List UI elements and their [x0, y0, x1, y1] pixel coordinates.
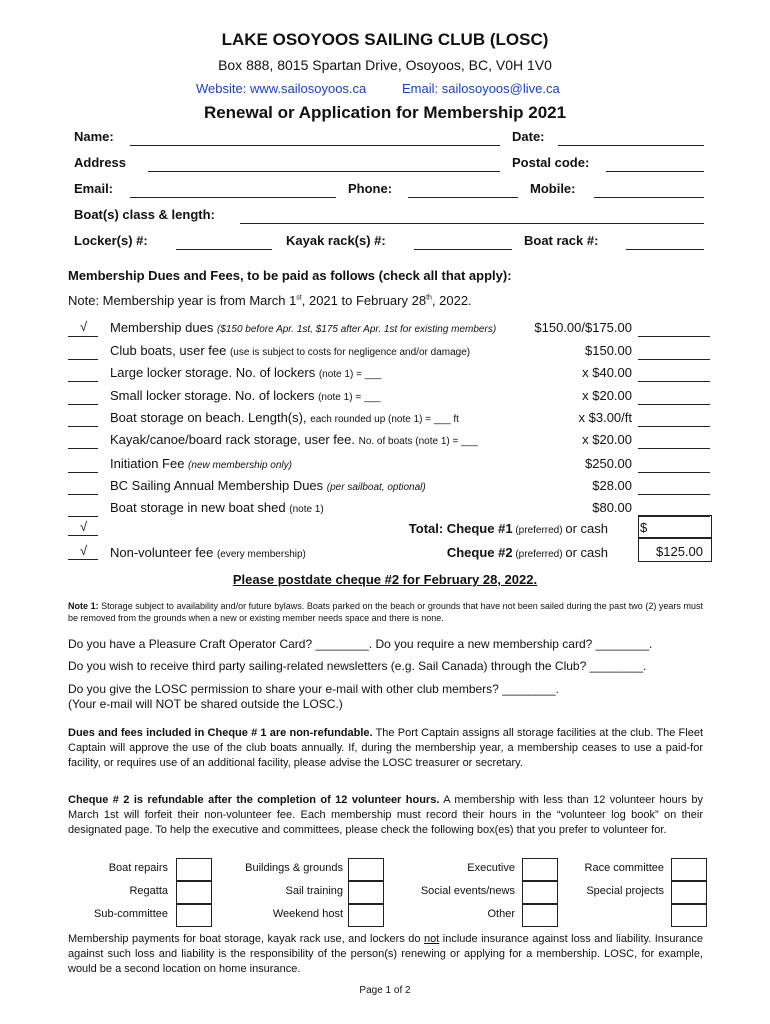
- club-title: LAKE OSOYOOS SAILING CLUB (LOSC): [221, 30, 549, 49]
- fee-row-label: Large locker storage. No. of lockers (note 1) = ___: [110, 365, 382, 380]
- club-address: Box 888, 8015 Spartan Drive, Osoyoos, BC, V0H 1V0: [218, 57, 552, 73]
- fee-row-label: Small locker storage. No. of lockers (note 1) = ___: [110, 388, 381, 403]
- volunteer-label: Special projects: [586, 885, 664, 897]
- fee-row-fill-line[interactable]: [638, 494, 710, 495]
- insurance-paragraph: Membership payments for boat storage, kayak rack use, and lockers do not include insurance against loss and liability. Insurance against such loss and liability is the responsibility of the person(s) renewing or applying for a membership. LOSC, for example, would be a second location on home insurance.: [68, 933, 704, 975]
- note1: Note 1: Storage subject to availability and/or future bylaws. Boats parked on the beach or grounds that have not been sailed during the past two (2) years must be removed from the grounds when a new or existing member needs space and there is none.: [68, 601, 703, 623]
- fee-row-amount: $250.00: [585, 456, 632, 471]
- volunteer-checkbox[interactable]: [522, 858, 558, 881]
- locker-field[interactable]: [176, 249, 272, 250]
- volunteer-label: Sub-committee: [94, 908, 168, 920]
- volunteer-checkbox[interactable]: [522, 904, 558, 927]
- fee-row-check-blank[interactable]: [68, 472, 98, 473]
- fee-row-amount: x $20.00: [582, 432, 632, 447]
- dues-paragraph: Dues and fees included in Cheque # 1 are non-refundable. The Port Captain assigns all storage facilities at the club. The Fleet Captain will approve the use of the club boats annually. If, during the membership year, a membership ceases to use a paid-for facility, or requires use of an additional facility, please advise the LOSC treasurer or secretary.: [68, 727, 703, 769]
- address-field[interactable]: [148, 171, 500, 172]
- total-cheque1-box[interactable]: $: [638, 515, 712, 538]
- dues-heading: Membership Dues and Fees, to be paid as follows (check all that apply):: [68, 268, 512, 283]
- fee-row-label: Boat storage on beach. Length(s), each rounded up (note 1) = ___ ft: [110, 410, 459, 425]
- nonvol-label: Non-volunteer fee (every membership): [110, 545, 306, 560]
- name-field[interactable]: [130, 145, 500, 146]
- fee-row-label: Boat storage in new boat shed (note 1): [110, 500, 324, 515]
- fee-row-amount: x $40.00: [582, 365, 632, 380]
- fee-row-amount: $80.00: [592, 500, 632, 515]
- question-share-email: Do you give the LOSC permission to share your e-mail with other club members? ________.: [68, 682, 559, 696]
- boat-class-field[interactable]: [240, 223, 704, 224]
- fee-row-check-mark: √: [80, 319, 88, 334]
- fee-row-label: Club boats, user fee (use is subject to costs for negligence and/or damage): [110, 343, 471, 358]
- volunteer-label: Regatta: [129, 885, 168, 897]
- boat-class-label: Boat(s) class & length:: [74, 207, 215, 222]
- kayak-field[interactable]: [414, 249, 512, 250]
- boat-rack-label: Boat rack #:: [524, 233, 599, 248]
- volunteer-checkbox[interactable]: [176, 904, 212, 927]
- volunteer-label: Boat repairs: [108, 862, 168, 874]
- cheque2-box[interactable]: $125.00: [638, 538, 712, 562]
- email-link[interactable]: Email: sailosoyoos@live.ca: [402, 81, 560, 96]
- email-privacy-note: (Your e-mail will NOT be shared outside the LOSC.): [68, 697, 343, 711]
- cheque2-label: Cheque #2 (preferred) or cash: [446, 545, 608, 560]
- fee-row-fill-line[interactable]: [638, 472, 710, 473]
- fee-row-check-blank[interactable]: [68, 336, 98, 337]
- question-pcoc: Do you have a Pleasure Craft Operator Card? ________. Do you require a new membership card? ________.: [68, 637, 653, 651]
- cheque2-paragraph: Cheque # 2 is refundable after the completion of 12 volunteer hours. A membership with less than 12 volunteer hours by March 1st will forfeit their non-volunteer fee. Each membership must record their hours in the “volunteer log book” on their designated page. To help the executive and committees, please check the following box(es) that you prefer to volunteer for.: [68, 794, 703, 836]
- date-label: Date:: [512, 129, 545, 144]
- total-cheque1: Total: Cheque #1 (preferred) or cash: [408, 521, 608, 536]
- volunteer-checkbox[interactable]: [176, 858, 212, 881]
- kayak-label: Kayak rack(s) #:: [286, 233, 386, 248]
- mobile-label: Mobile:: [530, 181, 576, 196]
- volunteer-label: Executive: [467, 862, 515, 874]
- postal-field[interactable]: [606, 171, 704, 172]
- total-check-blank[interactable]: [68, 535, 98, 536]
- fee-row-check-blank[interactable]: [68, 359, 98, 360]
- fee-row-label: Initiation Fee (new membership only): [110, 456, 292, 471]
- fee-row-fill-line[interactable]: [638, 426, 710, 427]
- phone-field[interactable]: [408, 197, 518, 198]
- fee-row-check-blank[interactable]: [68, 516, 98, 517]
- fee-row-check-blank[interactable]: [68, 381, 98, 382]
- fee-row-check-blank[interactable]: [68, 404, 98, 405]
- email-field[interactable]: [130, 197, 336, 198]
- question-newsletters: Do you wish to receive third party sailing-related newsletters (e.g. Sail Canada) through the Club? ________.: [68, 659, 647, 673]
- fee-row-label: Membership dues ($150 before Apr. 1st, $175 after Apr. 1st for existing members): [110, 320, 497, 335]
- volunteer-label: Social events/news: [420, 885, 515, 897]
- volunteer-label: Buildings & grounds: [245, 862, 343, 874]
- page-number: Page 1 of 2: [359, 985, 411, 996]
- volunteer-checkbox[interactable]: [522, 881, 558, 904]
- form-title: Renewal or Application for Membership 2021: [203, 103, 567, 122]
- nonvol-check-mark: √: [80, 543, 88, 558]
- postdate-notice: Please postdate cheque #2 for February 28, 2022.: [232, 572, 538, 587]
- locker-label: Locker(s) #:: [74, 233, 148, 248]
- fee-row-check-blank[interactable]: [68, 494, 98, 495]
- membership-year-note: Note: Membership year is from March 1st, 2021 to February 28th, 2022.: [68, 293, 472, 308]
- website-link[interactable]: Website: www.sailosoyoos.ca: [196, 81, 367, 96]
- volunteer-label: Weekend host: [272, 908, 343, 920]
- fee-row-amount: $150.00/$175.00: [534, 320, 632, 335]
- fee-row-fill-line[interactable]: [638, 359, 710, 360]
- name-label: Name:: [74, 129, 114, 144]
- fee-row-fill-line[interactable]: [638, 336, 710, 337]
- postal-label: Postal code:: [512, 155, 590, 170]
- fee-row-label: Kayak/canoe/board rack storage, user fee. No. of boats (note 1) = ___: [110, 432, 478, 447]
- fee-row-label: BC Sailing Annual Membership Dues (per sailboat, optional): [110, 478, 426, 493]
- fee-row-amount: $28.00: [592, 478, 632, 493]
- volunteer-checkbox[interactable]: [671, 858, 707, 881]
- date-field[interactable]: [558, 145, 704, 146]
- volunteer-checkbox[interactable]: [671, 904, 707, 927]
- boat-rack-field[interactable]: [626, 249, 704, 250]
- fee-row-amount: x $20.00: [582, 388, 632, 403]
- volunteer-checkbox[interactable]: [176, 881, 212, 904]
- fee-row-amount: $150.00: [585, 343, 632, 358]
- volunteer-label: Sail training: [285, 885, 343, 897]
- fee-row-fill-line[interactable]: [638, 448, 710, 449]
- volunteer-checkbox[interactable]: [348, 881, 384, 904]
- total-check-mark: √: [80, 519, 88, 534]
- address-label: Address: [74, 155, 127, 170]
- fee-row-fill-line[interactable]: [638, 381, 710, 382]
- email-label: Email:: [74, 181, 114, 196]
- fee-row-amount: x $3.00/ft: [578, 410, 632, 425]
- phone-label: Phone:: [348, 181, 393, 196]
- volunteer-checkbox[interactable]: [348, 904, 384, 927]
- fee-row-check-blank[interactable]: [68, 448, 98, 449]
- fee-row-check-blank[interactable]: [68, 426, 98, 427]
- nonvol-check-blank[interactable]: [68, 559, 98, 560]
- volunteer-checkbox[interactable]: [348, 858, 384, 881]
- volunteer-label: Other: [487, 908, 515, 920]
- fee-row-fill-line[interactable]: [638, 404, 710, 405]
- volunteer-checkbox[interactable]: [671, 881, 707, 904]
- mobile-field[interactable]: [594, 197, 704, 198]
- volunteer-label: Race committee: [584, 862, 664, 874]
